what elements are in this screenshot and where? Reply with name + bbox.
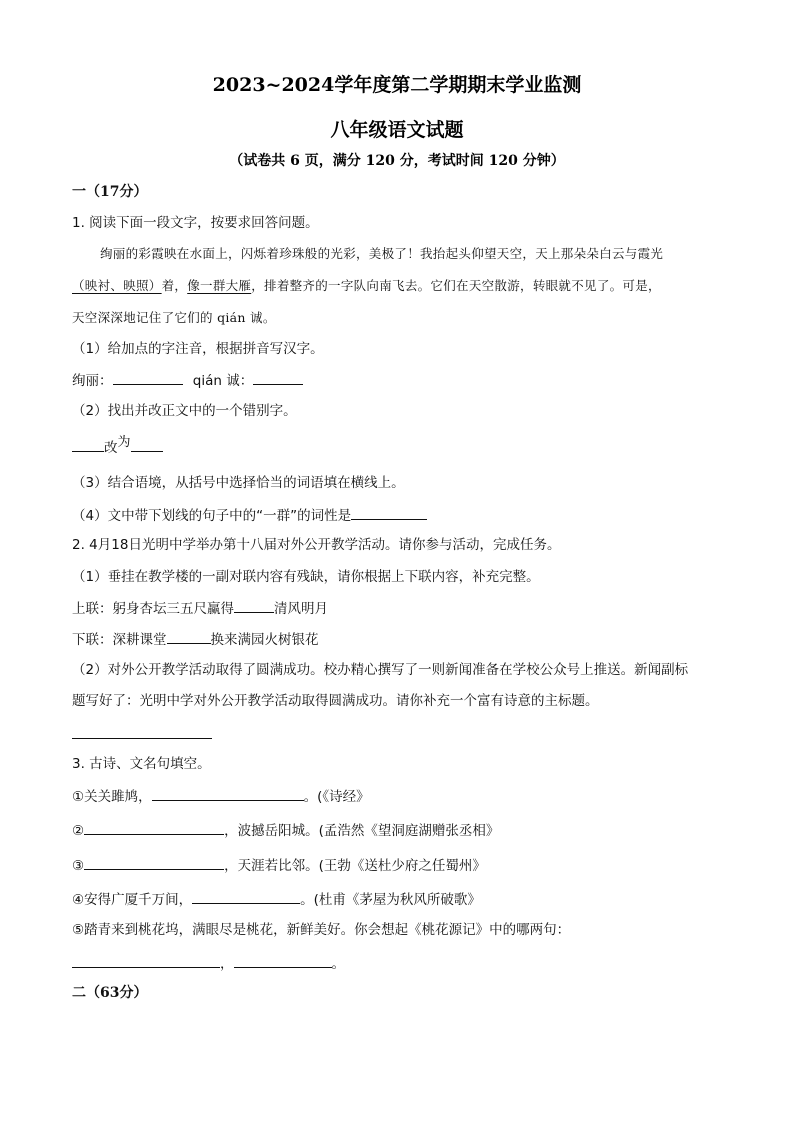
passage-line-3: 天空深深地记住了它们的 qián 诚。 — [72, 310, 276, 325]
answer-blank[interactable] — [72, 953, 220, 968]
q3-item-4: ④安得广厦千万间， 。(杜甫《茅屋为秋风所破歌》 — [72, 889, 481, 910]
answer-blank[interactable] — [152, 786, 304, 801]
answer-blank[interactable] — [167, 629, 211, 644]
answer-blank[interactable] — [234, 953, 332, 968]
q1-prompt: 1. 阅读下面一段文字，按要求回答问题。 — [72, 215, 319, 231]
passage-line-1: 绚丽的彩霞映在水面上，闪烁着珍珠般的光彩，美极了！我抬起头仰望天空，天上那朵朵白云与霞光 — [100, 246, 664, 261]
answer-blank[interactable] — [72, 724, 212, 739]
q3-item-1: ①关关雎鸠， 。(《诗经》 — [72, 786, 370, 807]
answer-blank[interactable] — [234, 598, 274, 613]
answer-blank[interactable] — [351, 505, 427, 520]
q2-prompt: 2. 4月18日光明中学举办第十八届对外公开教学活动。请你参与活动，完成任务。 — [72, 537, 561, 553]
q3-item-2: ② ，波撼岳阳城。(孟浩然《望洞庭湖赠张丞相》 — [72, 820, 499, 841]
section-one-heading: 一（17分） — [72, 184, 148, 200]
word-choice-blank: （映衬、映照） — [72, 278, 162, 293]
q3-item-5-answers: ， 。 — [72, 953, 345, 974]
answer-blank[interactable] — [253, 370, 303, 385]
couplet-lower: 下联：深耕课堂 换来满园火树银花 — [72, 629, 319, 650]
q2-sub2-line-1: （2）对外公开教学活动取得了圆满成功。校办精心撰写了一则新闻准备在学校公众号上推送。新闻副标 — [72, 662, 689, 678]
exam-info: （试卷共 6 页，满分 120 分，考试时间 120 分钟） — [229, 153, 565, 169]
q2-sub2-line-2: 题写好了：光明中学对外公开教学活动取得圆满成功。请你补充一个富有诗意的主标题。 — [72, 693, 599, 709]
q1-sub2-answers: 改为 — [72, 437, 163, 459]
q3-item-3: ③ ，天涯若比邻。(王勃《送杜少府之任蜀州》 — [72, 855, 486, 876]
exam-subtitle: 八年级语文试题 — [330, 119, 464, 141]
answer-blank[interactable] — [131, 437, 163, 452]
q1-sub1: （1）给加点的字注音，根据拼音写汉字。 — [72, 341, 324, 357]
section-two-heading: 二（63分） — [72, 985, 148, 1001]
q3-prompt: 3. 古诗、文名句填空。 — [72, 756, 211, 772]
passage-line-2: （映衬、映照）着，像一群大雁，排着整齐的一字队向南飞去。它们在天空散游，转眼就不见了。可是， — [72, 278, 661, 293]
exam-title: 2023~2024学年度第二学期期末学业监测 — [212, 74, 582, 96]
q2-answer-line — [72, 724, 212, 745]
answer-blank[interactable] — [192, 889, 300, 904]
couplet-upper: 上联：躬身杏坛三五尺赢得 清风明月 — [72, 598, 328, 619]
answer-blank[interactable] — [113, 370, 183, 385]
answer-blank[interactable] — [72, 437, 104, 452]
q1-sub3: （3）结合语境，从括号中选择恰当的词语填在横线上。 — [72, 475, 405, 491]
answer-blank[interactable] — [84, 855, 224, 870]
q1-sub1-answers: 绚丽： qián 诚： — [72, 370, 303, 391]
underlined-sentence: 像一群大雁 — [187, 278, 252, 293]
q1-sub4: （4）文中带下划线的句子中的“一群”的词性是 — [72, 505, 427, 526]
q3-item-5: ⑤踏青来到桃花坞，满眼尽是桃花，新鲜美好。你会想起《桃花源记》中的哪两句： — [72, 922, 571, 938]
q2-sub1: （1）垂挂在教学楼的一副对联内容有残缺，请你根据上下联内容，补充完整。 — [72, 569, 540, 585]
q1-sub2: （2）找出并改正文中的一个错别字。 — [72, 403, 297, 419]
answer-blank[interactable] — [84, 820, 224, 835]
